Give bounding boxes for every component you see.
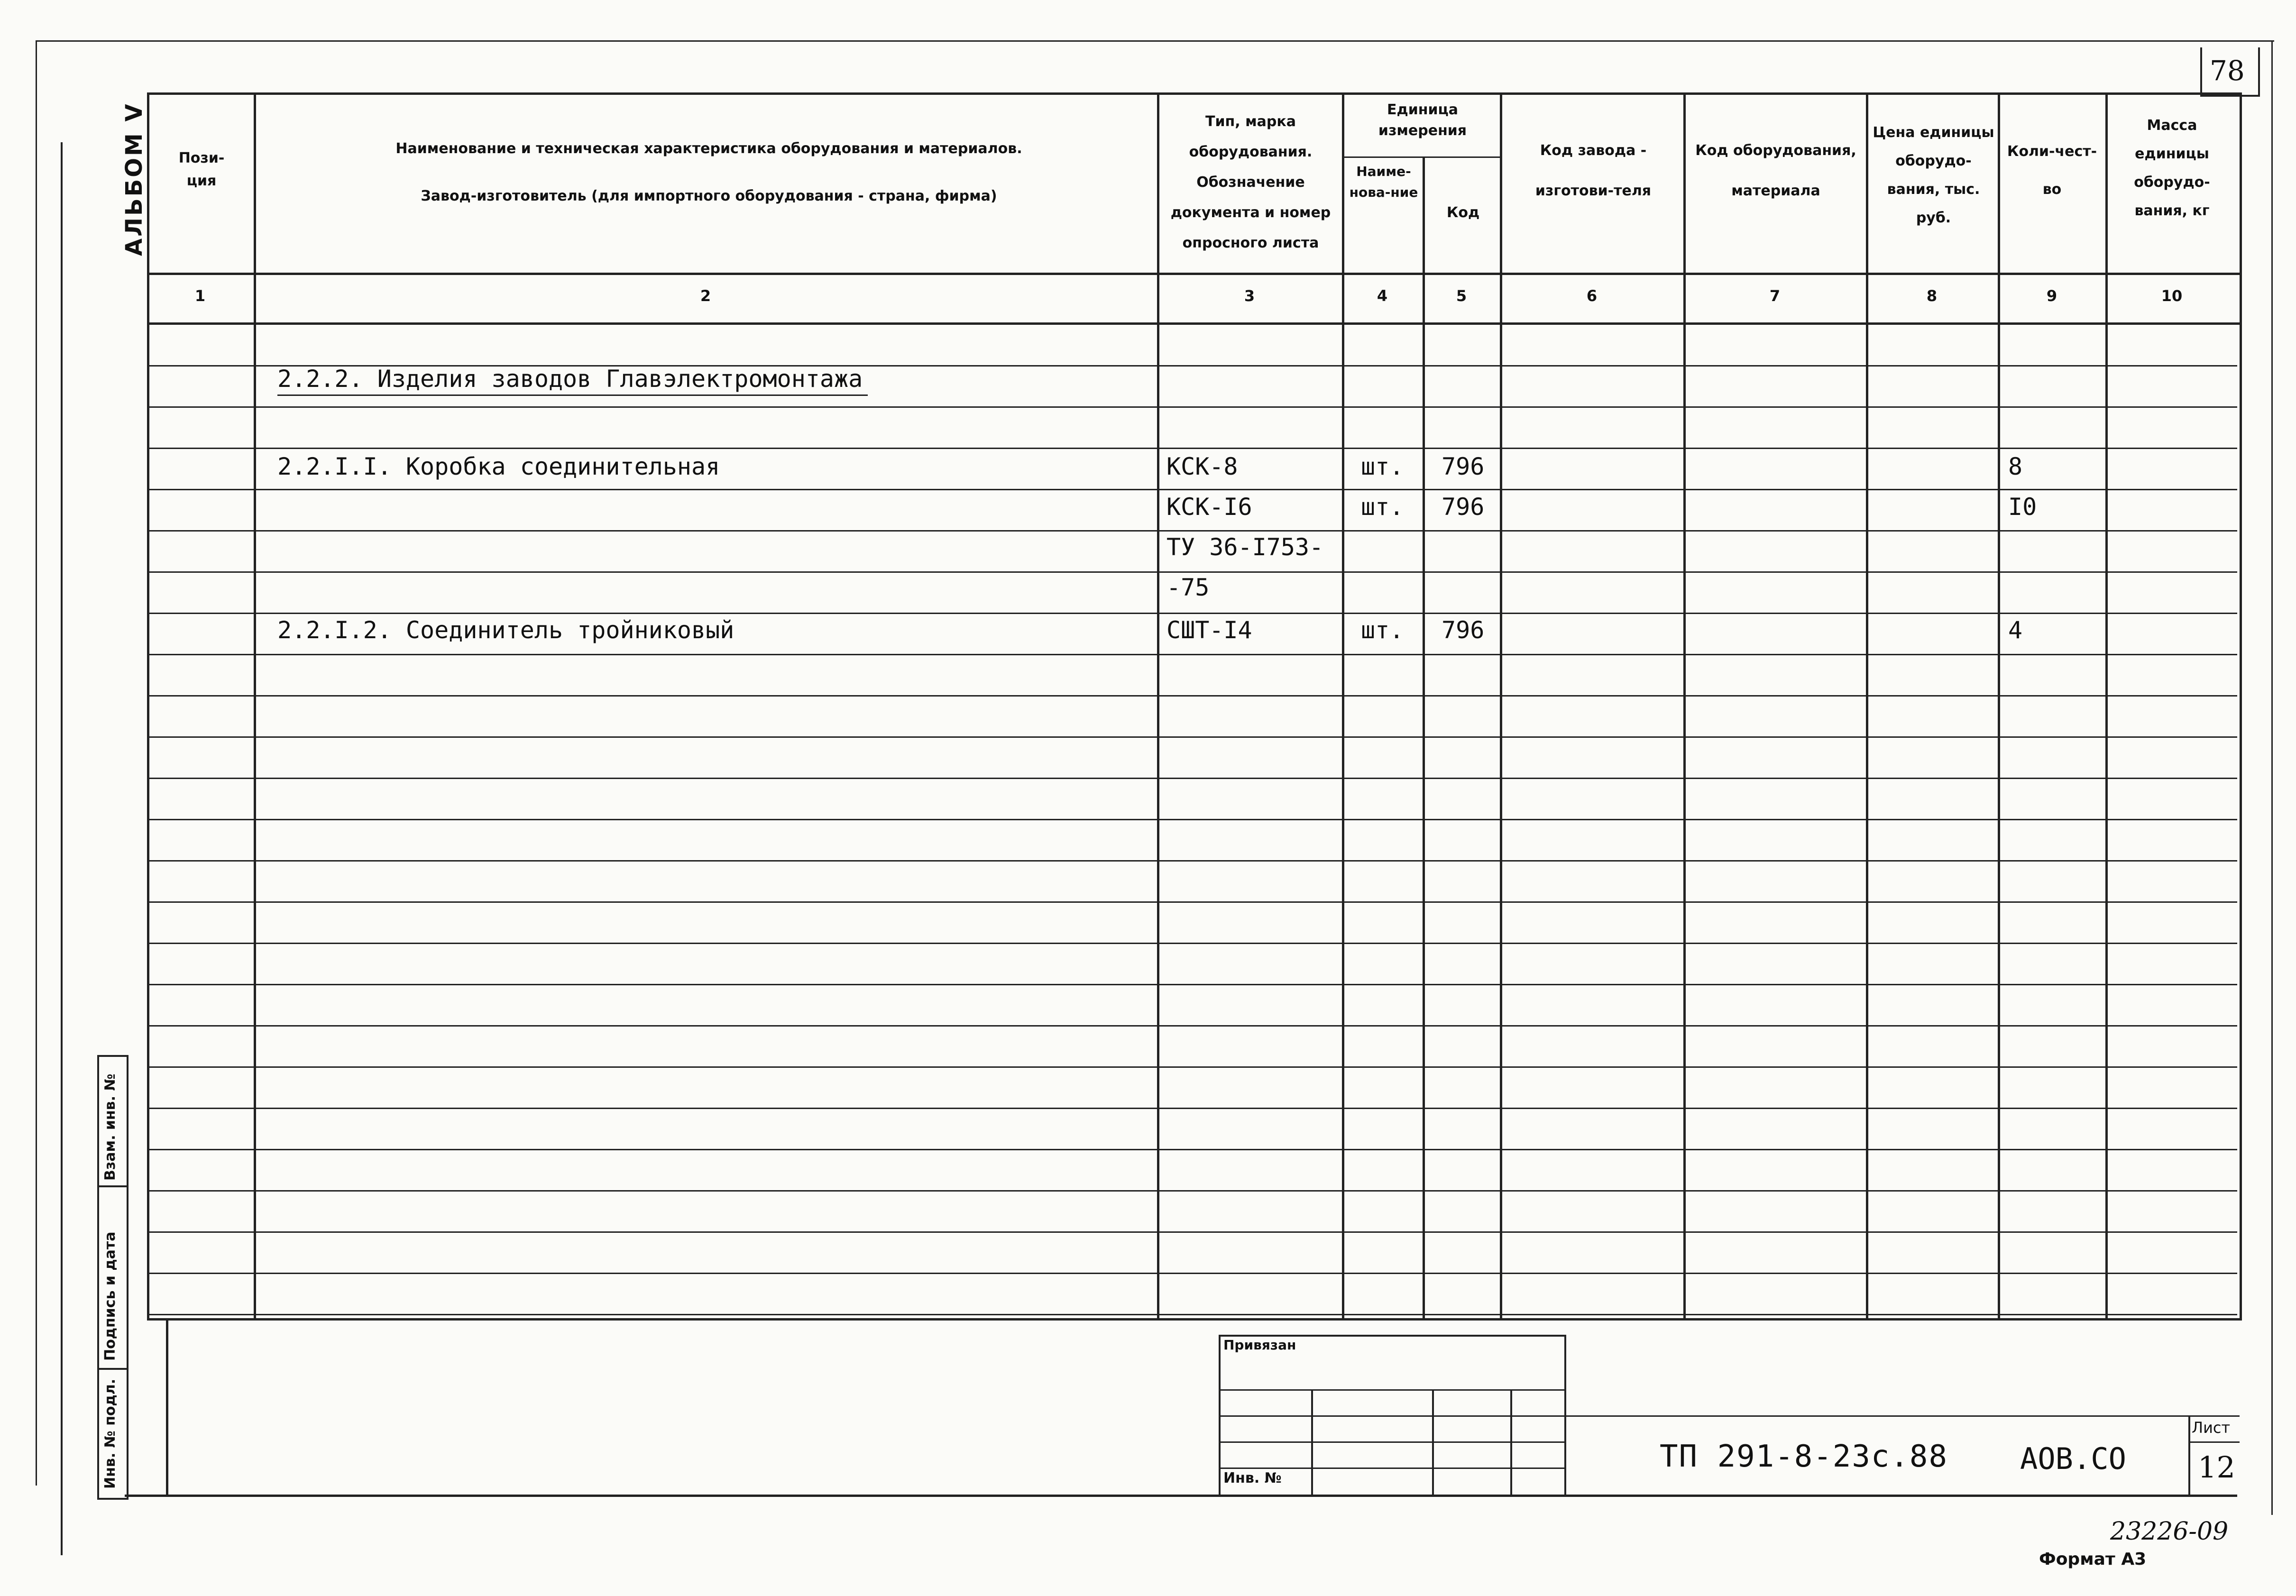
row1-name: 2.2.I.I. Коробка соединительная	[277, 453, 720, 480]
col-line-9	[2105, 92, 2108, 1321]
privyazan-label: Привязан	[1223, 1337, 1296, 1353]
main-table	[147, 92, 2242, 1321]
row-rule	[149, 1314, 2237, 1315]
header-col6: Код завода - изготови-теля	[1535, 142, 1652, 199]
row5-qty: 4	[2008, 616, 2023, 644]
col-line-4	[1423, 156, 1425, 1321]
left-margin-line	[61, 142, 63, 1555]
privyazan-vline2	[1432, 1389, 1434, 1495]
column-number-2: 2	[700, 287, 711, 305]
row-rule	[149, 654, 2237, 655]
footer-number: 23226-09	[2110, 1517, 2229, 1546]
left-inner-line	[166, 1318, 168, 1496]
sheet-number: 12	[2198, 1450, 2235, 1485]
stamp-top-line	[1562, 1415, 2240, 1417]
column-number-3: 3	[1244, 287, 1255, 305]
row-rule	[149, 819, 2237, 820]
sheet-box	[2188, 1415, 2190, 1496]
row-rule	[149, 489, 2237, 490]
privyazan-line4	[1219, 1468, 1564, 1469]
side-stamp-vzam: Взам. инв. №	[102, 1073, 119, 1181]
unit-split-line	[1342, 156, 1500, 158]
row-rule	[149, 1273, 2237, 1274]
row-section-title: 2.2.2. Изделия заводов Главэлектромонтажа	[277, 365, 863, 393]
header-col7: Код оборудования, материала	[1695, 142, 1856, 199]
doc-suffix: АОВ.СО	[2020, 1441, 2126, 1476]
col-line-6	[1683, 92, 1686, 1321]
row5-name: 2.2.I.2. Соединитель тройниковый	[277, 616, 735, 644]
sheet-box-line	[2188, 1441, 2240, 1443]
row-rule	[149, 1149, 2237, 1150]
privyazan-line1	[1219, 1389, 1564, 1391]
row4-type: -75	[1166, 574, 1210, 601]
row5-code: 796	[1442, 616, 1485, 644]
frame-right	[2271, 40, 2273, 1515]
row-rule	[149, 695, 2237, 697]
corner-number: 78	[2210, 55, 2245, 87]
header-unit-group: Единица измерения	[1378, 101, 1467, 139]
col-line-2	[1157, 92, 1159, 1321]
col-line-1	[254, 92, 256, 1321]
row-rule	[149, 1066, 2237, 1068]
row-rule	[149, 901, 2237, 903]
row-rule	[149, 736, 2237, 738]
column-number-7: 7	[1769, 287, 1781, 305]
column-number-5: 5	[1456, 287, 1467, 305]
header-col5: Код	[1446, 204, 1480, 221]
row-rule	[149, 778, 2237, 779]
bottom-table-line	[147, 1318, 2240, 1321]
header-col4: Наиме-нова-ние	[1349, 164, 1418, 200]
row-rule	[149, 1025, 2237, 1027]
row-rule	[149, 1231, 2237, 1233]
row-rule	[149, 530, 2237, 532]
header-col3: Тип, марка оборудования. Обозначение документа и номер опросного листа	[1170, 113, 1331, 251]
header-col2-line1: Наименование и техническая характеристика оборудования и материалов.	[395, 140, 1022, 157]
column-number-9: 9	[2046, 287, 2057, 305]
doc-code: ТП 291-8-23с.88	[1660, 1439, 1948, 1474]
row-rule	[149, 448, 2237, 449]
header-col1: Пози- ция	[178, 150, 225, 189]
privyazan-vline1	[1311, 1389, 1313, 1495]
page-bottom-line	[125, 1495, 2237, 1497]
format-label: Формат А3	[2039, 1550, 2147, 1569]
col-line-8	[1998, 92, 2000, 1321]
row2-code: 796	[1442, 493, 1485, 521]
row1-unit: шт.	[1361, 453, 1404, 480]
inv-no-label: Инв. №	[1223, 1470, 1282, 1486]
side-stamp-div1	[97, 1185, 127, 1187]
row-rule	[149, 613, 2237, 614]
column-number-8: 8	[1926, 287, 1938, 305]
header-col2-line2: Завод-изготовитель (для импортного оборудования - страна, фирма)	[421, 188, 997, 204]
section-title-underline	[277, 394, 868, 396]
header-col8: Цена единицы оборудо-вания, тыс. руб.	[1873, 124, 1994, 226]
colnum-bottom-line	[147, 322, 2240, 325]
column-number-4: 4	[1377, 287, 1388, 305]
row-rule	[149, 860, 2237, 862]
column-number-1: 1	[194, 287, 206, 305]
col-line-3	[1342, 92, 1344, 1321]
row-rule	[149, 1190, 2237, 1192]
column-number-6: 6	[1586, 287, 1598, 305]
side-stamp-signature: Подпись и дата	[102, 1231, 119, 1361]
privyazan-line2	[1219, 1415, 1564, 1417]
album-label: АЛЬБОМ V	[121, 102, 147, 256]
row1-qty: 8	[2008, 453, 2023, 480]
row-rule	[149, 571, 2237, 573]
side-stamp-div2	[97, 1368, 127, 1370]
row-rule	[149, 406, 2237, 408]
privyazan-line3	[1219, 1441, 1564, 1443]
row2-type: КСК-I6	[1166, 493, 1252, 521]
row5-type: СШТ-I4	[1166, 616, 1252, 644]
privyazan-vline3	[1510, 1389, 1512, 1495]
header-col9: Коли-чест-во	[2007, 143, 2097, 198]
col-line-5	[1500, 92, 1502, 1321]
header-col10: Масса единицы оборудо-вания, кг	[2134, 117, 2210, 219]
side-stamp-inv-podl: Инв. № подл.	[102, 1378, 119, 1489]
row-rule	[149, 1108, 2237, 1109]
row1-code: 796	[1442, 453, 1485, 480]
column-number-10: 10	[2161, 287, 2183, 305]
row1-type: КСК-8	[1166, 453, 1238, 480]
sheet-label: Лист	[2192, 1419, 2231, 1437]
row3-type: ТУ 36-I753-	[1166, 533, 1324, 561]
row2-qty: I0	[2008, 493, 2037, 521]
row2-unit: шт.	[1361, 493, 1404, 521]
header-bottom-line	[147, 273, 2240, 275]
row-rule	[149, 984, 2237, 985]
row-rule	[149, 943, 2237, 944]
row5-unit: шт.	[1361, 616, 1404, 644]
col-line-7	[1866, 92, 1868, 1321]
